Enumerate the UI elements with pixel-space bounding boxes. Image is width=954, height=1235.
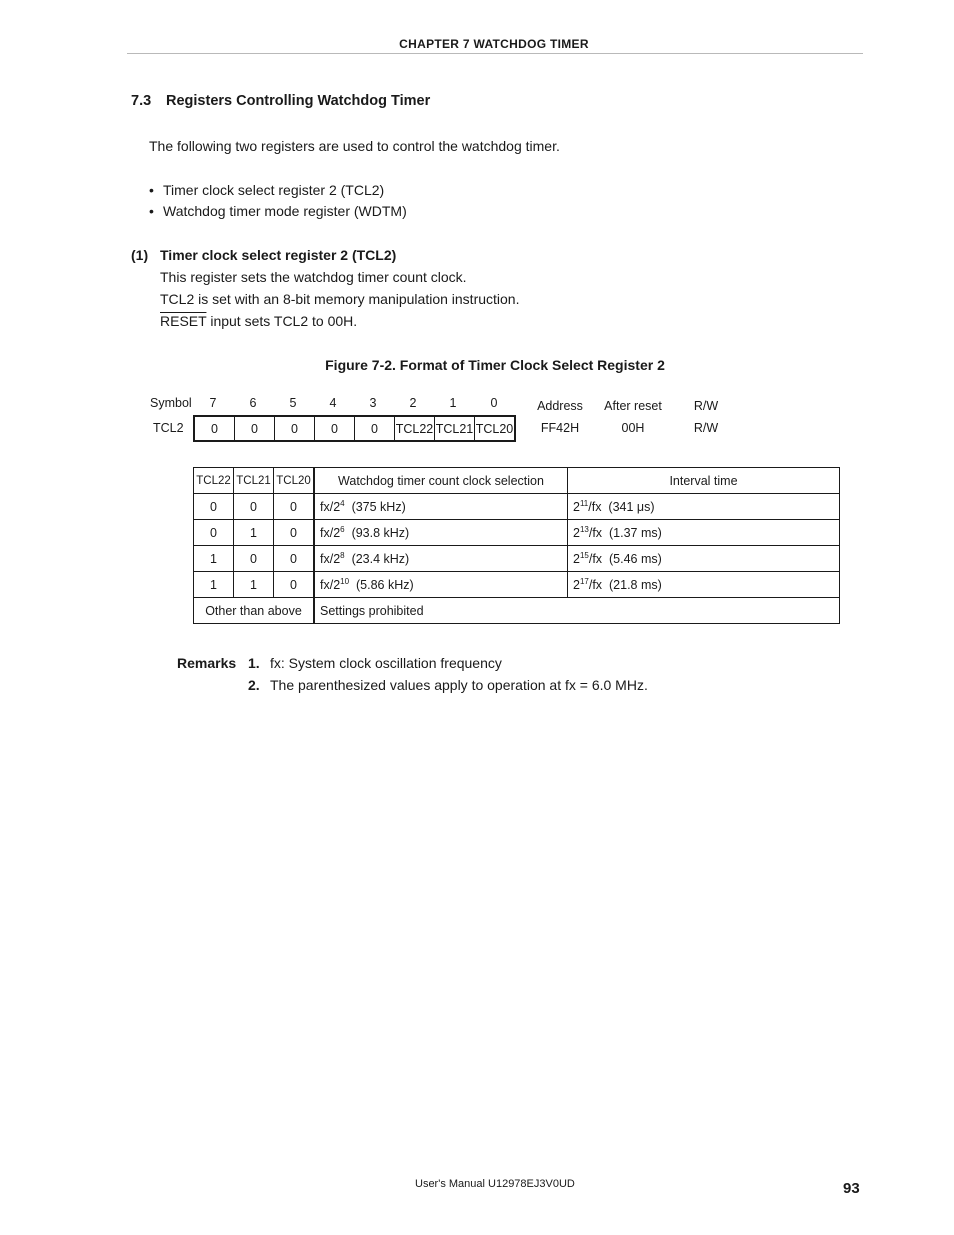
reset-text: input sets TCL2 to 00H. xyxy=(206,313,358,329)
after-reset-label: After reset xyxy=(604,399,662,413)
intro-paragraph: The following two registers are used to control the watchdog timer. xyxy=(149,138,560,154)
bit-cell: TCL22 xyxy=(395,416,435,441)
table-row xyxy=(194,494,840,520)
bit-cell: 0 xyxy=(355,416,395,441)
interval-divisor: /fx xyxy=(588,500,602,515)
register-bit-table xyxy=(193,415,516,442)
clock-exponent: 8 xyxy=(340,550,345,560)
clock-value: (375 kHz) xyxy=(351,500,406,515)
bit-cell: 0 xyxy=(274,546,315,572)
interval-exponent: 15 xyxy=(579,550,589,560)
clock-cell xyxy=(314,546,568,572)
table-header-row xyxy=(194,468,840,494)
clock-exponent: 4 xyxy=(340,498,345,508)
header-cell: TCL22 xyxy=(194,468,234,494)
interval-exponent: 13 xyxy=(579,524,589,534)
bullet-text: Timer clock select register 2 (TCL2) xyxy=(163,182,385,198)
bit-number: 5 xyxy=(289,396,297,410)
header-cell: TCL21 xyxy=(234,468,274,494)
interval-divisor: /fx xyxy=(588,578,603,593)
after-reset-value: 00H xyxy=(621,421,645,435)
bit-number: 4 xyxy=(329,396,337,410)
other-label-cell: Other than above xyxy=(194,598,315,624)
remark-item xyxy=(248,677,648,695)
section-heading xyxy=(131,93,430,109)
bit-cell: 0 xyxy=(274,572,315,598)
clock-value: (93.8 kHz) xyxy=(351,526,410,541)
bit-number: 1 xyxy=(449,396,457,410)
interval-base: 2 xyxy=(573,578,580,593)
clock-formula: fx/2 xyxy=(320,552,341,567)
bullet-dot-icon: • xyxy=(149,182,154,198)
rw-value: R/W xyxy=(693,421,719,435)
register-symbol: TCL2 xyxy=(153,421,184,435)
symbol-label: Symbol xyxy=(150,396,192,410)
section-title: Registers Controlling Watchdog Timer xyxy=(166,93,431,109)
bit-cell: 1 xyxy=(234,572,274,598)
bit-cell: 0 xyxy=(234,546,274,572)
remark-text: fx: System clock oscillation frequency xyxy=(270,655,502,671)
clock-selection-table xyxy=(193,467,840,624)
interval-exponent: 11 xyxy=(579,498,589,508)
clock-value: (23.4 kHz) xyxy=(351,552,410,567)
subsection-heading xyxy=(131,247,396,263)
clock-value: (5.86 kHz) xyxy=(356,578,414,593)
bit-cell: 0 xyxy=(194,494,234,520)
remark-text: The parenthesized values apply to operation at fx = 6.0 MHz. xyxy=(270,677,648,693)
subsection-line xyxy=(160,313,357,329)
clock-exponent: 6 xyxy=(340,524,345,534)
bit-cell: 0 xyxy=(194,416,235,441)
bit-cell: 0 xyxy=(275,416,315,441)
bullet-item xyxy=(149,203,407,219)
other-value-cell: Settings prohibited xyxy=(314,598,840,624)
subsection-number: (1) xyxy=(131,247,149,263)
bit-number: 2 xyxy=(409,396,417,410)
clock-exponent: 10 xyxy=(340,576,350,586)
clock-formula: fx/2 xyxy=(320,500,341,515)
address-value: FF42H xyxy=(540,421,580,435)
remarks-label: Remarks xyxy=(177,655,237,671)
bullet-item xyxy=(149,182,384,198)
clock-cell xyxy=(314,520,568,546)
interval-cell xyxy=(568,494,840,520)
interval-value: (21.8 ms) xyxy=(609,578,662,593)
table-row xyxy=(194,520,840,546)
bit-cell: 0 xyxy=(274,520,315,546)
interval-cell xyxy=(568,572,840,598)
interval-cell xyxy=(568,546,840,572)
interval-base: 2 xyxy=(573,500,580,515)
table-row xyxy=(194,546,840,572)
clock-formula: fx/2 xyxy=(320,526,341,541)
bit-cell: 0 xyxy=(315,416,355,441)
interval-value: (341 μs) xyxy=(608,500,655,515)
bit-cell: 0 xyxy=(234,494,274,520)
rw-label: R/W xyxy=(693,399,719,413)
address-label: Address xyxy=(537,399,583,413)
bit-cell: TCL20 xyxy=(475,416,516,441)
bit-number: 7 xyxy=(209,396,217,410)
subsection-title: Timer clock select register 2 (TCL2) xyxy=(160,247,397,263)
header-cell: TCL20 xyxy=(274,468,315,494)
header-cell: Watchdog timer count clock selection xyxy=(314,468,568,494)
interval-value: (5.46 ms) xyxy=(609,552,662,567)
interval-divisor: /fx xyxy=(588,526,603,541)
header-rule xyxy=(127,53,863,54)
section-number: 7.3 xyxy=(131,93,152,109)
chapter-header: CHAPTER 7 WATCHDOG TIMER xyxy=(399,37,589,51)
bit-cell: 1 xyxy=(194,572,234,598)
table-row-other xyxy=(194,598,840,624)
interval-divisor: /fx xyxy=(588,552,603,567)
table-row xyxy=(194,572,840,598)
reset-signal: RESET xyxy=(160,313,207,329)
figure-title: Figure 7-2. Format of Timer Clock Select Register 2 xyxy=(325,357,665,373)
bullet-text: Watchdog timer mode register (WDTM) xyxy=(163,203,407,219)
bit-number: 3 xyxy=(369,396,377,410)
clock-cell xyxy=(314,572,568,598)
header-cell: Interval time xyxy=(568,468,840,494)
bullet-dot-icon: • xyxy=(149,203,154,219)
bit-number: 0 xyxy=(490,396,498,410)
remark-item xyxy=(248,655,502,673)
page-number: 93 xyxy=(843,1180,860,1197)
clock-formula: fx/2 xyxy=(320,578,341,593)
bit-cell: 0 xyxy=(274,494,315,520)
remark-number: 2. xyxy=(248,677,260,693)
subsection-line: TCL2 is set with an 8-bit memory manipulation instruction. xyxy=(160,291,520,307)
clock-cell xyxy=(314,494,568,520)
interval-exponent: 17 xyxy=(579,576,589,586)
bit-cell: 0 xyxy=(235,416,275,441)
interval-base: 2 xyxy=(573,552,580,567)
bit-cell: 1 xyxy=(194,546,234,572)
bit-cell: 0 xyxy=(194,520,234,546)
interval-base: 2 xyxy=(573,526,580,541)
subsection-line: This register sets the watchdog timer count clock. xyxy=(160,269,467,285)
interval-cell xyxy=(568,520,840,546)
bit-cell: TCL21 xyxy=(435,416,475,441)
bit-number: 6 xyxy=(249,396,257,410)
interval-value: (1.37 ms) xyxy=(609,526,662,541)
bit-cell: 1 xyxy=(234,520,274,546)
footer-manual: User's Manual U12978EJ3V0UD xyxy=(415,1178,575,1190)
remark-number: 1. xyxy=(248,655,260,671)
